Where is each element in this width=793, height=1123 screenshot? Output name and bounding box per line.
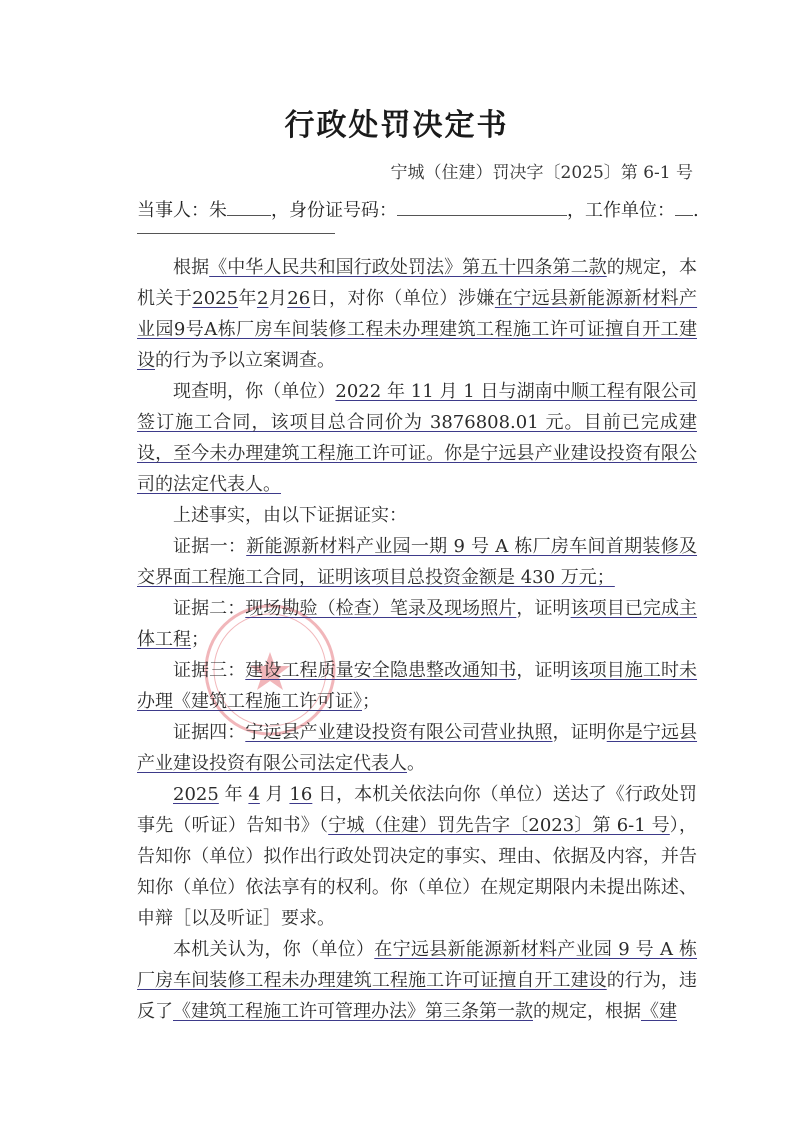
paragraph-findings: 现查明，你（单位）2022 年 11 月 1 日与湖南中顺工程有限公司签订施工合同，该项目总合同价为 3876808.01 元。目前已完成建设，至今未办理建筑工程施工许可证。你是宁远县产业建设投资有限公司的法定代表人。 xyxy=(137,381,697,495)
work-unit-blank-line xyxy=(137,232,335,234)
id-label: ，身份证号码： xyxy=(271,200,397,221)
document-body xyxy=(137,252,697,1027)
paragraph-evidence-intro: 上述事实，由以下证据证实： xyxy=(173,505,407,526)
id-number-blank xyxy=(397,197,567,216)
party-info xyxy=(137,197,697,223)
evidence-item-2: 证据二：现场勘验（检查）笔录及现场照片，证明该项目已完成主体工程； xyxy=(137,598,698,650)
document-number: 宁城（住建）罚决字〔2025〕第 6-1 号 xyxy=(390,163,693,183)
evidence-item-1: 证据一：新能源新材料产业园一期 9 号 A 栋厂房车间首期装修及交界面工程施工合同，证明该项目总投资金额是 430 万元； xyxy=(137,536,698,588)
work-unit-label: ，工作单位： xyxy=(567,200,675,221)
evidence-item-4: 证据四：宁远县产业建设投资有限公司营业执照，证明你是宁远县产业建设投资有限公司法定代表人。 xyxy=(137,722,698,774)
evidence-item-3: 证据三：建设工程质量安全隐患整改通知书，证明该项目施工时未办理《建筑工程施工许可证》； xyxy=(137,660,698,712)
party-label: 当事人： xyxy=(137,200,209,221)
paragraph-notice: 2025 年 4 月 16 日，本机关依法向你（单位）送达了《行政处罚事先（听证）告知书》（宁城（住建）罚先告字〔2023〕第 6-1 号），告知你（单位）拟作出行政处罚决定的事实、理由、依据及内容，并告知你（单位）依法享有的权利。你（单位）在规定期限内未提出陈述、申辩［以及听证］要求。 xyxy=(137,784,697,929)
paragraph-conclusion: 本机关认为，你（单位）在宁远县新能源新材料产业园 9 号 A 栋厂房车间装修工程未办理建筑工程施工许可证擅自开工建设的行为，违反了《建筑工程施工许可管理办法》第三条第一款的规定，根据《建 xyxy=(137,939,698,1022)
paragraph-case-filing: 根据《中华人民共和国行政处罚法》第五十四条第二款的规定，本机关于2025年2月26日，对你（单位）涉嫌在宁远县新能源新材料产业园9号A栋厂房车间装修工程未办理建筑工程施工许可证擅自开工建设的行为予以立案调查。 xyxy=(137,257,698,371)
work-unit-blank xyxy=(675,197,693,216)
document-title: 行政处罚决定书 xyxy=(284,108,509,143)
party-name: 朱 xyxy=(209,200,227,221)
work-unit-tail: . xyxy=(693,200,699,221)
party-name-blank xyxy=(227,197,271,216)
